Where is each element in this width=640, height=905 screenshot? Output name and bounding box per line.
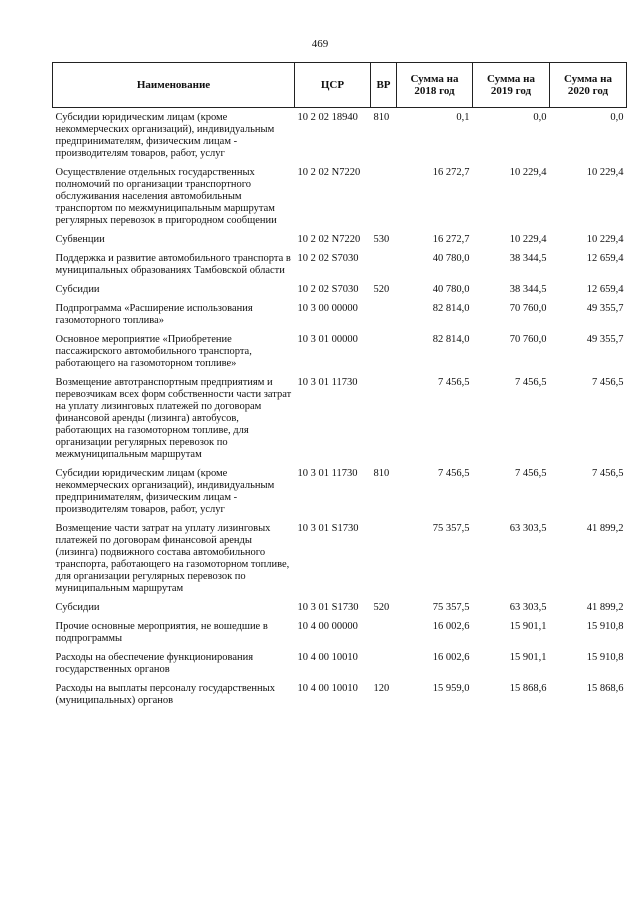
row-sum-2019: 63 303,5 — [509, 602, 547, 613]
row-sum-2019: 7 456,5 — [515, 468, 547, 479]
table-row — [53, 468, 627, 523]
row-sum-2018: 75 357,5 — [432, 523, 470, 534]
column-header-sum-2020: Сумма на 2020 год — [550, 63, 627, 108]
row-sum-2018: 15 959,0 — [432, 683, 470, 694]
row-sum-2020: 41 899,2 — [586, 602, 624, 613]
row-sum-2020: 41 899,2 — [586, 523, 624, 534]
row-sum-2018: 16 272,7 — [432, 234, 470, 245]
table-row — [53, 108, 627, 168]
row-vr — [371, 652, 397, 683]
page-number: 469 — [311, 38, 329, 50]
row-sum-2018: 82 814,0 — [432, 334, 470, 345]
row-sum-2020: 15 910,8 — [586, 652, 624, 663]
row-csr: 10 2 02 N7220 — [297, 234, 361, 245]
table-row — [53, 377, 627, 468]
row-name: Расходы на обеспечение функционирования государственных органов — [55, 652, 254, 675]
table-row — [53, 683, 627, 714]
row-vr — [371, 253, 397, 284]
table-header-row — [53, 63, 627, 108]
row-vr: 530 — [373, 234, 390, 245]
column-header-vr: ВР — [371, 63, 397, 108]
row-sum-2020: 12 659,4 — [586, 284, 624, 295]
row-sum-2018: 7 456,5 — [438, 468, 470, 479]
row-sum-2019: 38 344,5 — [509, 253, 547, 264]
row-sum-2020: 10 229,4 — [586, 234, 624, 245]
table-row — [53, 284, 627, 303]
row-name: Осуществление отдельных государственных полномочий по организации транспортного обслуживания населения автомобильным транспортом по межмуниципальным маршрутам регулярных перевозок в пригородном сообщении — [55, 167, 277, 226]
row-sum-2018: 7 456,5 — [438, 377, 470, 388]
row-sum-2019: 63 303,5 — [509, 523, 547, 534]
table-row — [53, 621, 627, 652]
row-csr: 10 3 01 S1730 — [297, 602, 359, 613]
row-csr: 10 2 02 N7220 — [297, 167, 361, 178]
row-name: Возмещение части затрат на уплату лизинговых платежей по договорам финансовой аренды (лизинга) подвижного состава автомобильного транспорта, работающего на газомоторном топливе, для организации регулярных перевозок по муниципальным маршрутам — [55, 523, 290, 594]
row-sum-2020: 0,0 — [610, 112, 624, 123]
row-sum-2018: 40 780,0 — [432, 284, 470, 295]
row-sum-2019: 15 901,1 — [509, 652, 547, 663]
row-sum-2018: 75 357,5 — [432, 602, 470, 613]
row-sum-2018: 40 780,0 — [432, 253, 470, 264]
row-csr: 10 3 01 11730 — [297, 468, 358, 479]
row-sum-2020: 7 456,5 — [592, 468, 624, 479]
row-vr — [371, 303, 397, 334]
row-vr: 520 — [373, 284, 390, 295]
row-name: Субсидии юридическим лицам (кроме некоммерческих организаций), индивидуальным предпринимателям, физическим лицам - производителям товаров, работ, услуг — [55, 112, 275, 159]
row-csr: 10 3 01 S1730 — [297, 523, 359, 534]
row-name: Субсидии юридическим лицам (кроме некоммерческих организаций), индивидуальным предпринимателям, физическим лицам - производителям товаров, работ, услуг — [55, 468, 275, 515]
row-name: Субсидии — [55, 284, 100, 295]
row-vr: 120 — [373, 683, 390, 694]
table-row — [53, 652, 627, 683]
row-name: Возмещение автотранспортным предприятиям и перевозчикам всех форм собственности части затрат на уплату лизинговых платежей по договорам финансовой аренды (лизинга) автобусов, работающих на газомоторном топливе, для организации регулярных перевозок по межмуниципальным маршрутам — [55, 377, 292, 460]
row-sum-2020: 10 229,4 — [586, 167, 624, 178]
row-vr — [371, 377, 397, 468]
row-sum-2019: 10 229,4 — [509, 234, 547, 245]
column-header-csr: ЦСР — [295, 63, 371, 108]
row-vr — [371, 167, 397, 234]
column-header-sum-2018: Сумма на 2018 год — [397, 63, 473, 108]
row-csr: 10 2 02 S7030 — [297, 253, 359, 264]
column-header-name: Наименование — [53, 63, 295, 108]
row-sum-2018: 16 002,6 — [432, 652, 470, 663]
row-vr — [371, 523, 397, 602]
table-row — [53, 523, 627, 602]
row-sum-2019: 15 901,1 — [509, 621, 547, 632]
row-sum-2020: 15 868,6 — [586, 683, 624, 694]
row-sum-2019: 7 456,5 — [515, 377, 547, 388]
row-sum-2019: 38 344,5 — [509, 284, 547, 295]
row-csr: 10 4 00 10010 — [297, 652, 358, 663]
row-csr: 10 4 00 10010 — [297, 683, 358, 694]
row-vr: 520 — [373, 602, 390, 613]
row-sum-2018: 0,1 — [456, 112, 470, 123]
row-sum-2020: 7 456,5 — [592, 377, 624, 388]
table-row — [53, 303, 627, 334]
row-csr: 10 4 00 00000 — [297, 621, 358, 632]
row-sum-2020: 12 659,4 — [586, 253, 624, 264]
row-sum-2019: 10 229,4 — [509, 167, 547, 178]
row-vr: 810 — [373, 468, 390, 479]
row-csr: 10 2 02 18940 — [297, 112, 358, 123]
row-sum-2019: 70 760,0 — [509, 303, 547, 314]
table-row — [53, 253, 627, 284]
row-sum-2018: 82 814,0 — [432, 303, 470, 314]
row-csr: 10 3 00 00000 — [297, 303, 358, 314]
row-name: Основное мероприятие «Приобретение пассажирского автомобильного транспорта, работающего на газомоторном топливе» — [55, 334, 252, 369]
row-vr — [371, 334, 397, 377]
table-row — [53, 234, 627, 253]
column-header-sum-2019: Сумма на 2019 год — [473, 63, 550, 108]
row-sum-2020: 49 355,7 — [586, 303, 624, 314]
row-name: Поддержка и развитие автомобильного транспорта в муниципальных образованиях Тамбовской области — [55, 253, 291, 276]
row-csr: 10 2 02 S7030 — [297, 284, 359, 295]
row-sum-2019: 0,0 — [533, 112, 547, 123]
row-sum-2020: 49 355,7 — [586, 334, 624, 345]
row-sum-2019: 15 868,6 — [509, 683, 547, 694]
row-name: Расходы на выплаты персоналу государственных (муниципальных) органов — [55, 683, 275, 706]
table-row — [53, 334, 627, 377]
budget-table — [52, 62, 627, 714]
row-sum-2019: 70 760,0 — [509, 334, 547, 345]
row-vr: 810 — [373, 112, 390, 123]
row-sum-2018: 16 002,6 — [432, 621, 470, 632]
row-csr: 10 3 01 11730 — [297, 377, 358, 388]
table-row — [53, 602, 627, 621]
row-name: Прочие основные мероприятия, не вошедшие в подпрограммы — [55, 621, 268, 644]
row-csr: 10 3 01 00000 — [297, 334, 358, 345]
row-vr — [371, 621, 397, 652]
row-name: Подпрограмма «Расширение использования газомоторного топлива» — [55, 303, 253, 326]
row-name: Субвенции — [55, 234, 105, 245]
table-row — [53, 167, 627, 234]
row-sum-2018: 16 272,7 — [432, 167, 470, 178]
row-sum-2020: 15 910,8 — [586, 621, 624, 632]
row-name: Субсидии — [55, 602, 100, 613]
